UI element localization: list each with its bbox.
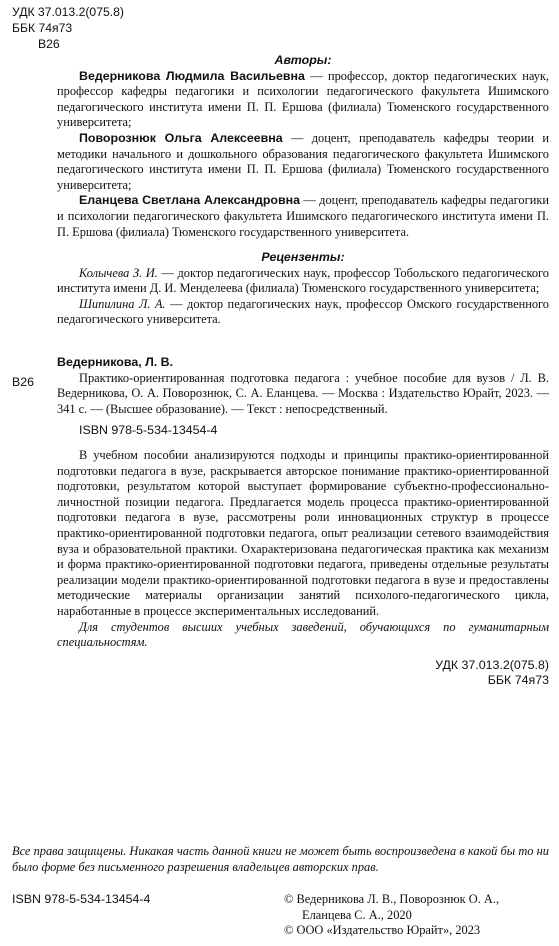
author-entry [57,193,549,240]
author-name: Ведерникова Людмила Васильевна [79,68,305,83]
reviewer-description: — доктор педагогических наук, профессор Омского государственного педагогического университета. [57,296,549,327]
author-name: Еланцева Светлана Александровна [79,193,300,208]
author-name: Поворознюк Ольга Алексеевна [79,130,283,145]
footer-isbn: ISBN 978-5-534-13454-4 [12,892,151,906]
reviewer-entry [57,297,549,328]
udk-code-bottom: УДК 37.013.2(075.8) [435,657,549,672]
copyright-line: © Ведерникова Л. В., Поворознюк О. А., [284,892,500,906]
udk-code: УДК 37.013.2(075.8) [12,5,124,19]
catalog-description: Практико-ориентированная подготовка педагога : учебное пособие для вузов / Л. В. Ведерникова, О. А. Поворознюк, С. А. Еланцева. — Москва : Издательство Юрайт, 2023. — 341 с. — (Высшее образование). — Текст : непосредственный. [57,370,549,416]
author-description: — профессор, доктор педагогических наук, профессор кафедры педагогики и психологии педагогического факультета Ишимского педагогического института имени П. П. Ершова (филиала) Тюменского государственного университета; [57,68,550,130]
author-entry [57,131,549,193]
copyright-line: Еланцева С. А., 2020 [302,907,412,922]
copyright-block [284,892,549,939]
bbk-code-bottom: ББК 74я73 [487,673,549,688]
rights-notice: Все права защищены. Никакая часть данной книги не может быть воспроизведена в какой бы то ни было форме без письменного разрешения владельцев авторских прав. [12,844,549,874]
catalog-isbn: ISBN 978-5-534-13454-4 [79,423,218,438]
author-entry [57,69,549,131]
authors-section [57,53,549,240]
reviewer-description: — доктор педагогических наук, профессор Тобольского педагогического института имени Д. И. Менделеева (филиала) Тюменского государственного университета; [57,265,550,296]
copyright-line: © ООО «Издательство Юрайт», 2023 [284,923,481,938]
reviewer-name: Колычева З. И. [79,265,158,280]
reviewer-entry [57,266,549,297]
author-description: — доцент, преподаватель кафедры педагогики и психологии педагогического факультета Ишимского педагогического института имени П. П. Ершова (филиала) Тюменского государственного университета. [57,193,549,239]
author-mark: В26 [38,37,60,51]
classification-codes [12,4,124,52]
bbk-code: ББК 74я73 [12,21,73,35]
author-description: — доцент, преподаватель кафедры теории и методики начального и дошкольного образования педагогического факультета Ишимского педагогического института имени П. П. Ершова (филиала) Тюменского государственного университета; [57,130,550,192]
reviewer-name: Шипилина Л. А. [79,296,166,311]
authors-heading: Авторы: [274,53,332,67]
catalog-author: Ведерникова, Л. В. [57,355,174,369]
reviewers-heading: Рецензенты: [261,250,345,264]
audience-text: Для студентов высших учебных заведений, обучающихся по гуманитарным специальностям. [57,619,549,650]
catalog-record [57,355,549,689]
reviewers-section [57,250,549,328]
abstract-text: В учебном пособии анализируются подходы и принципы практико-ориентированной подготовки педагога в вузе, раскрывается авторское понимание практико-ориентированной подготовки, результатом которой выступает формирование субъектно-профессионально-личностной позиции педагога. Предлагается модель процесса практико-ориентированной подготовки педагога в вузе, рассмотрены роли инновационных структур в процессе практико-ориентированной подготовки педагога, опыт реализации сетевого взаимодействия вуза и образовательной практики. Охарактеризована педагогическая практика как механизм и форма практико-ориентированной подготовки педагога, приведены отдельные результаты реализации модели практико-ориентированной подготовки педагога в вузе и предоставлены методические материалы организации занятий психолого-педагогического цикла, наработанные в процессе экспериментальных исследований. [57,447,549,618]
catalog-author-mark: В26 [12,375,35,389]
